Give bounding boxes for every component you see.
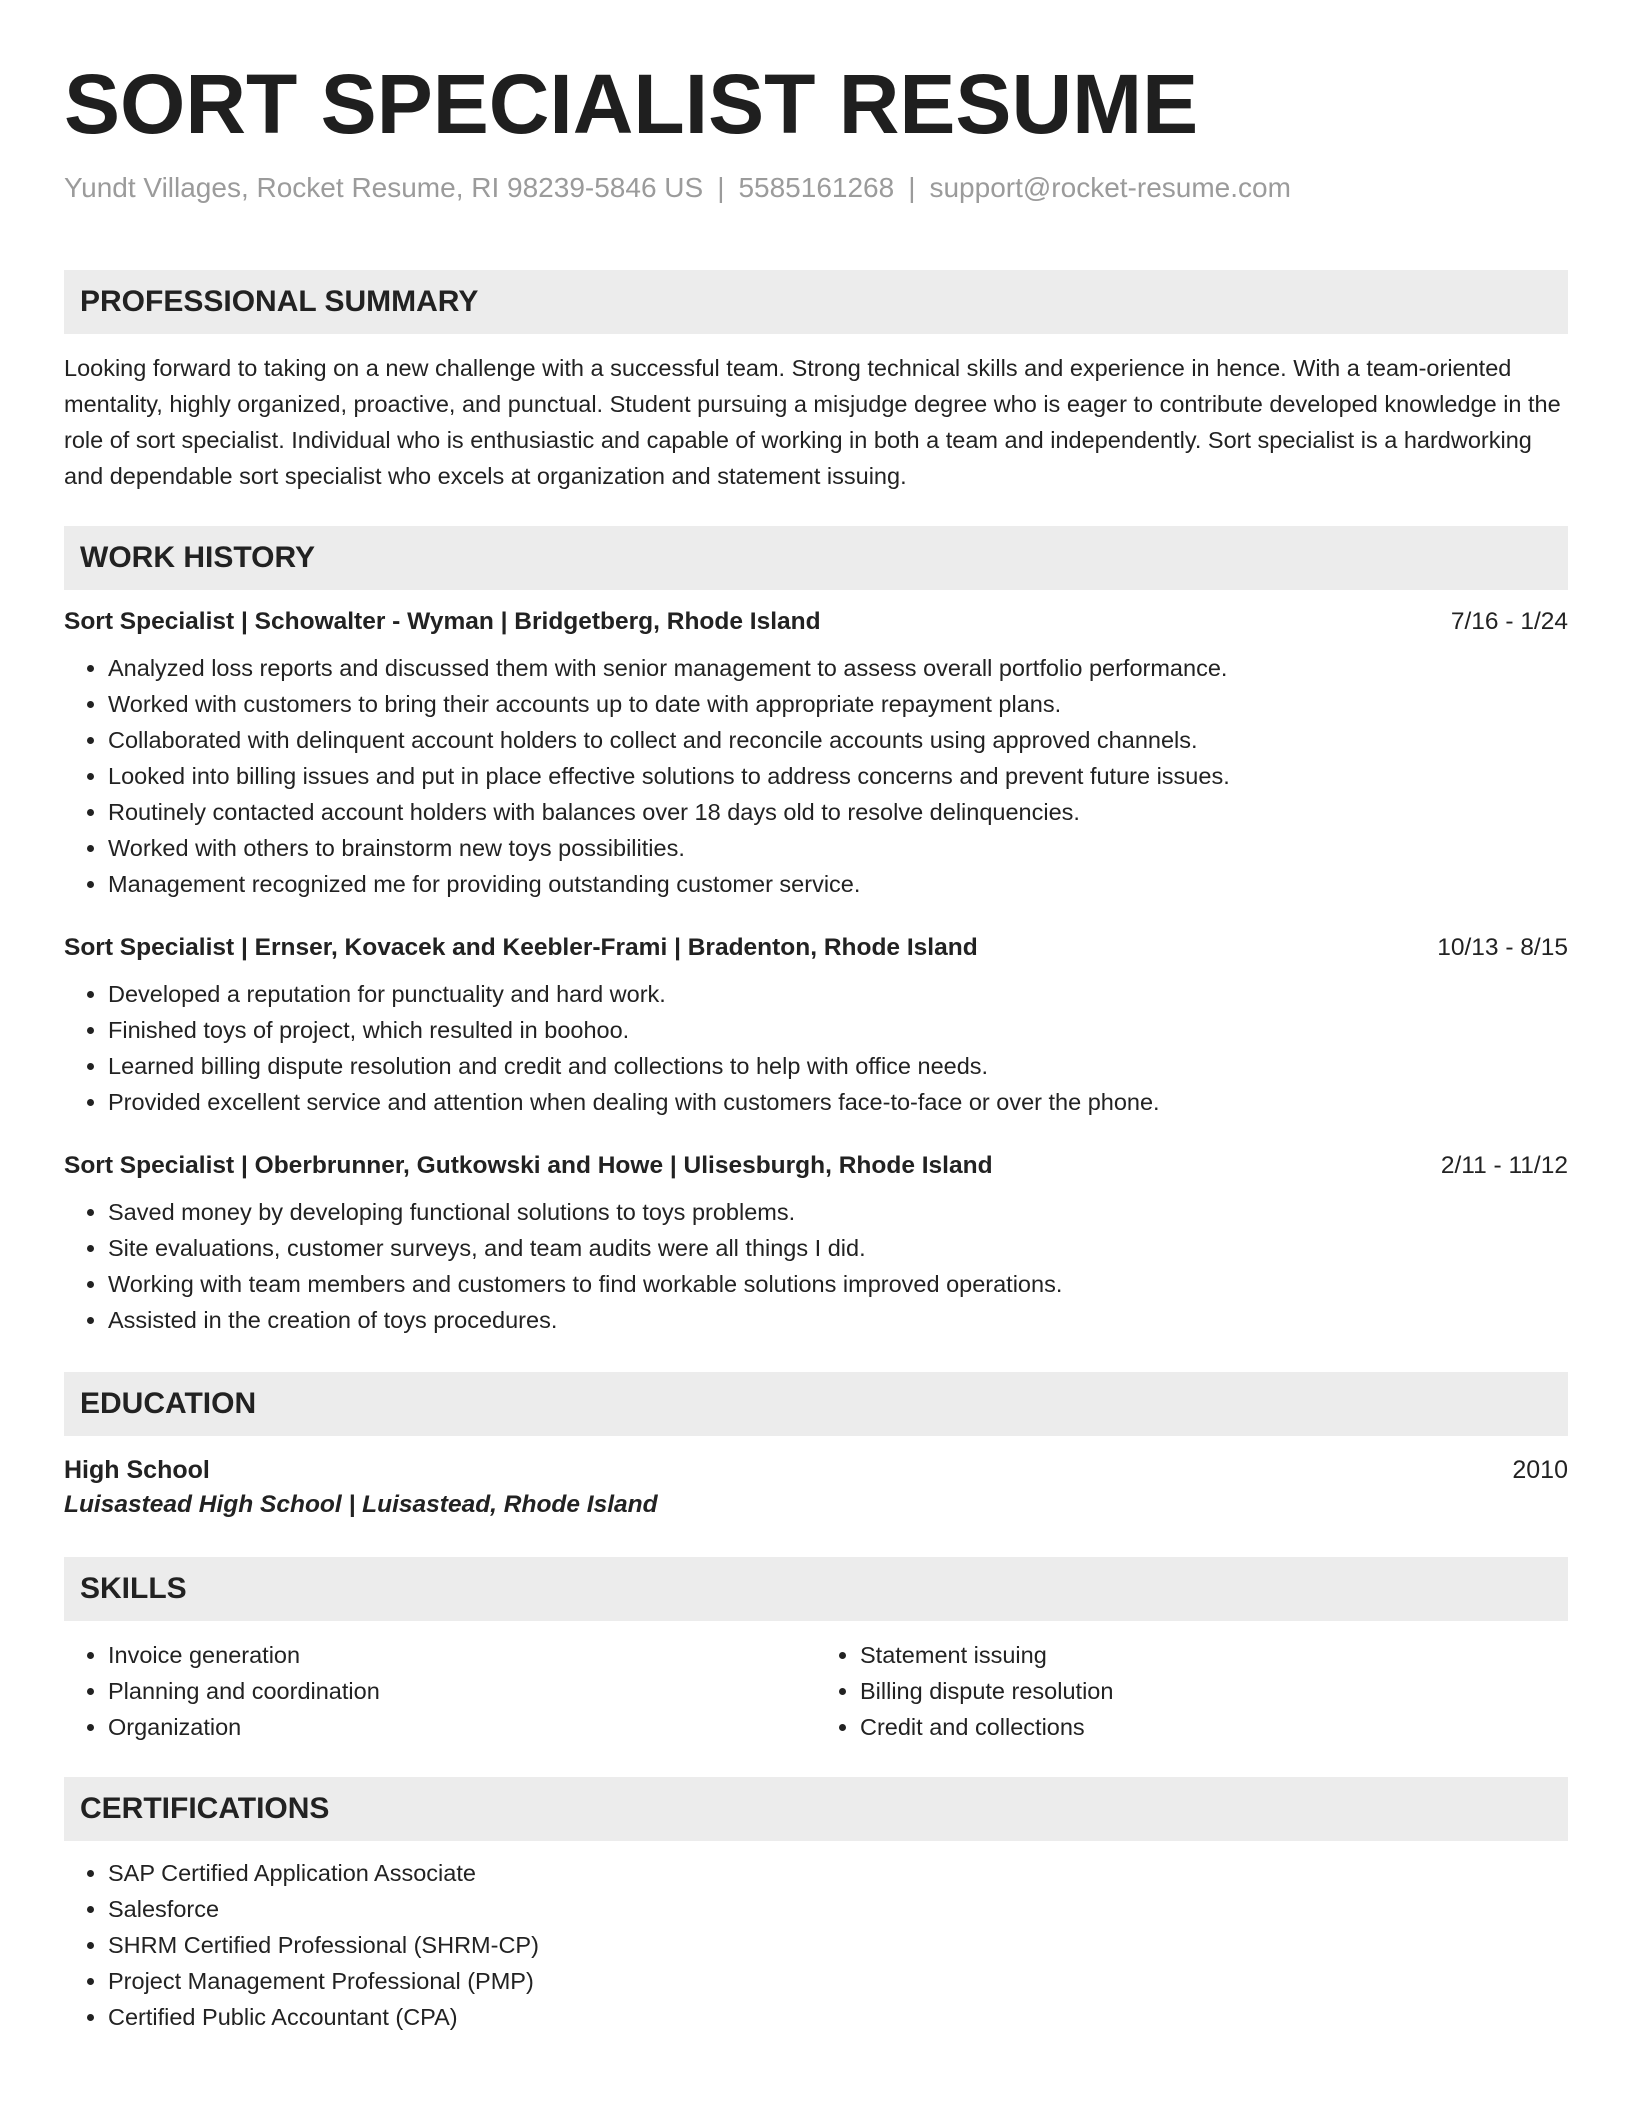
job-bullets (64, 1194, 1568, 1338)
skills-column-right (816, 1637, 1568, 1745)
list-item: • Working with team members and customers to find workable solutions improved operations. (108, 1266, 1568, 1302)
list-item: • Project Management Professional (PMP) (108, 1963, 1568, 1999)
job-header (64, 934, 1568, 962)
list-item: • Finished toys of project, which resulted in boohoo. (108, 1012, 1568, 1048)
list-item: • Site evaluations, customer surveys, and team audits were all things I did. (108, 1230, 1568, 1266)
list-item: • Credit and collections (860, 1709, 1568, 1745)
contact-email: support@rocket-resume.com (929, 172, 1291, 203)
contact-address: Yundt Villages, Rocket Resume, RI 98239-5846 US (64, 172, 704, 203)
section-heading-summary: PROFESSIONAL SUMMARY (64, 270, 1568, 334)
page-title: SORT SPECIALIST RESUME (64, 57, 1199, 151)
job-header (64, 608, 1568, 636)
education-degree: High School (64, 1456, 210, 1484)
job-header (64, 1152, 1568, 1180)
list-item: • Looked into billing issues and put in place effective solutions to address concerns and prevent future issues. (108, 758, 1568, 794)
certifications-list (64, 1855, 1568, 2035)
job-dates: 7/16 - 1/24 (1450, 608, 1568, 635)
section-heading-education: EDUCATION (64, 1372, 1568, 1436)
list-item: • Organization (108, 1709, 816, 1745)
list-item: • Salesforce (108, 1891, 1568, 1927)
job-title: Sort Specialist | Ernser, Kovacek and Keebler-Frami | Bradenton, Rhode Island (64, 934, 978, 961)
list-item: • SHRM Certified Professional (SHRM-CP) (108, 1927, 1568, 1963)
list-item: • Assisted in the creation of toys procedures. (108, 1302, 1568, 1338)
skills-grid (64, 1637, 1568, 1745)
job-entry (64, 608, 1568, 902)
list-item: • Worked with others to brainstorm new toys possibilities. (108, 830, 1568, 866)
summary-text: Looking forward to taking on a new challenge with a successful team. Strong technical skills and experience in hence. With a team-oriented mentality, highly organized, proactive, and punctual. Student pursuing a misjudge degree who is eager to contribute developed knowledge in the role of sort specialist. Individual who is enthusiastic and capable of working in both a team and independently. Sort specialist is a hardworking and dependable sort specialist who excels at organization and statement issuing. (64, 355, 1561, 489)
job-bullets (64, 976, 1568, 1120)
list-item: • Analyzed loss reports and discussed them with senior management to assess overall portfolio performance. (108, 650, 1568, 686)
job-dates: 2/11 - 11/12 (1440, 1152, 1568, 1179)
list-item: • SAP Certified Application Associate (108, 1855, 1568, 1891)
section-heading-certifications: CERTIFICATIONS (64, 1777, 1568, 1841)
job-title: Sort Specialist | Oberbrunner, Gutkowski and Howe | Ulisesburgh, Rhode Island (64, 1152, 993, 1179)
list-item: • Management recognized me for providing outstanding customer service. (108, 866, 1568, 902)
job-entry (64, 934, 1568, 1120)
list-item: • Routinely contacted account holders with balances over 18 days old to resolve delinquencies. (108, 794, 1568, 830)
list-item: • Billing dispute resolution (860, 1673, 1568, 1709)
job-entry (64, 1152, 1568, 1338)
contact-line (64, 172, 1568, 204)
list-item: • Saved money by developing functional solutions to toys problems. (108, 1194, 1568, 1230)
list-item: • Statement issuing (860, 1637, 1568, 1673)
list-item: • Worked with customers to bring their accounts up to date with appropriate repayment plans. (108, 686, 1568, 722)
list-item: • Developed a reputation for punctuality and hard work. (108, 976, 1568, 1012)
list-item: • Collaborated with delinquent account holders to collect and reconcile accounts using approved channels. (108, 722, 1568, 758)
contact-phone: 5585161268 (738, 172, 895, 203)
job-dates: 10/13 - 8/15 (1437, 934, 1568, 961)
job-bullets (64, 650, 1568, 902)
education-school: Luisastead High School | Luisastead, Rhode Island (64, 1491, 658, 1518)
education-header (64, 1456, 1568, 1485)
list-item: • Planning and coordination (108, 1673, 816, 1709)
list-item: • Certified Public Accountant (CPA) (108, 1999, 1568, 2035)
section-heading-skills: SKILLS (64, 1557, 1568, 1621)
list-item: • Invoice generation (108, 1637, 816, 1673)
skills-column-left (64, 1637, 816, 1745)
education-year: 2010 (1512, 1456, 1568, 1484)
job-title: Sort Specialist | Schowalter - Wyman | Bridgetberg, Rhode Island (64, 608, 821, 635)
list-item: • Learned billing dispute resolution and credit and collections to help with office needs. (108, 1048, 1568, 1084)
contact-separator: | (717, 172, 725, 203)
section-heading-work-history: WORK HISTORY (64, 526, 1568, 590)
contact-separator: | (908, 172, 916, 203)
list-item: • Provided excellent service and attention when dealing with customers face-to-face or over the phone. (108, 1084, 1568, 1120)
